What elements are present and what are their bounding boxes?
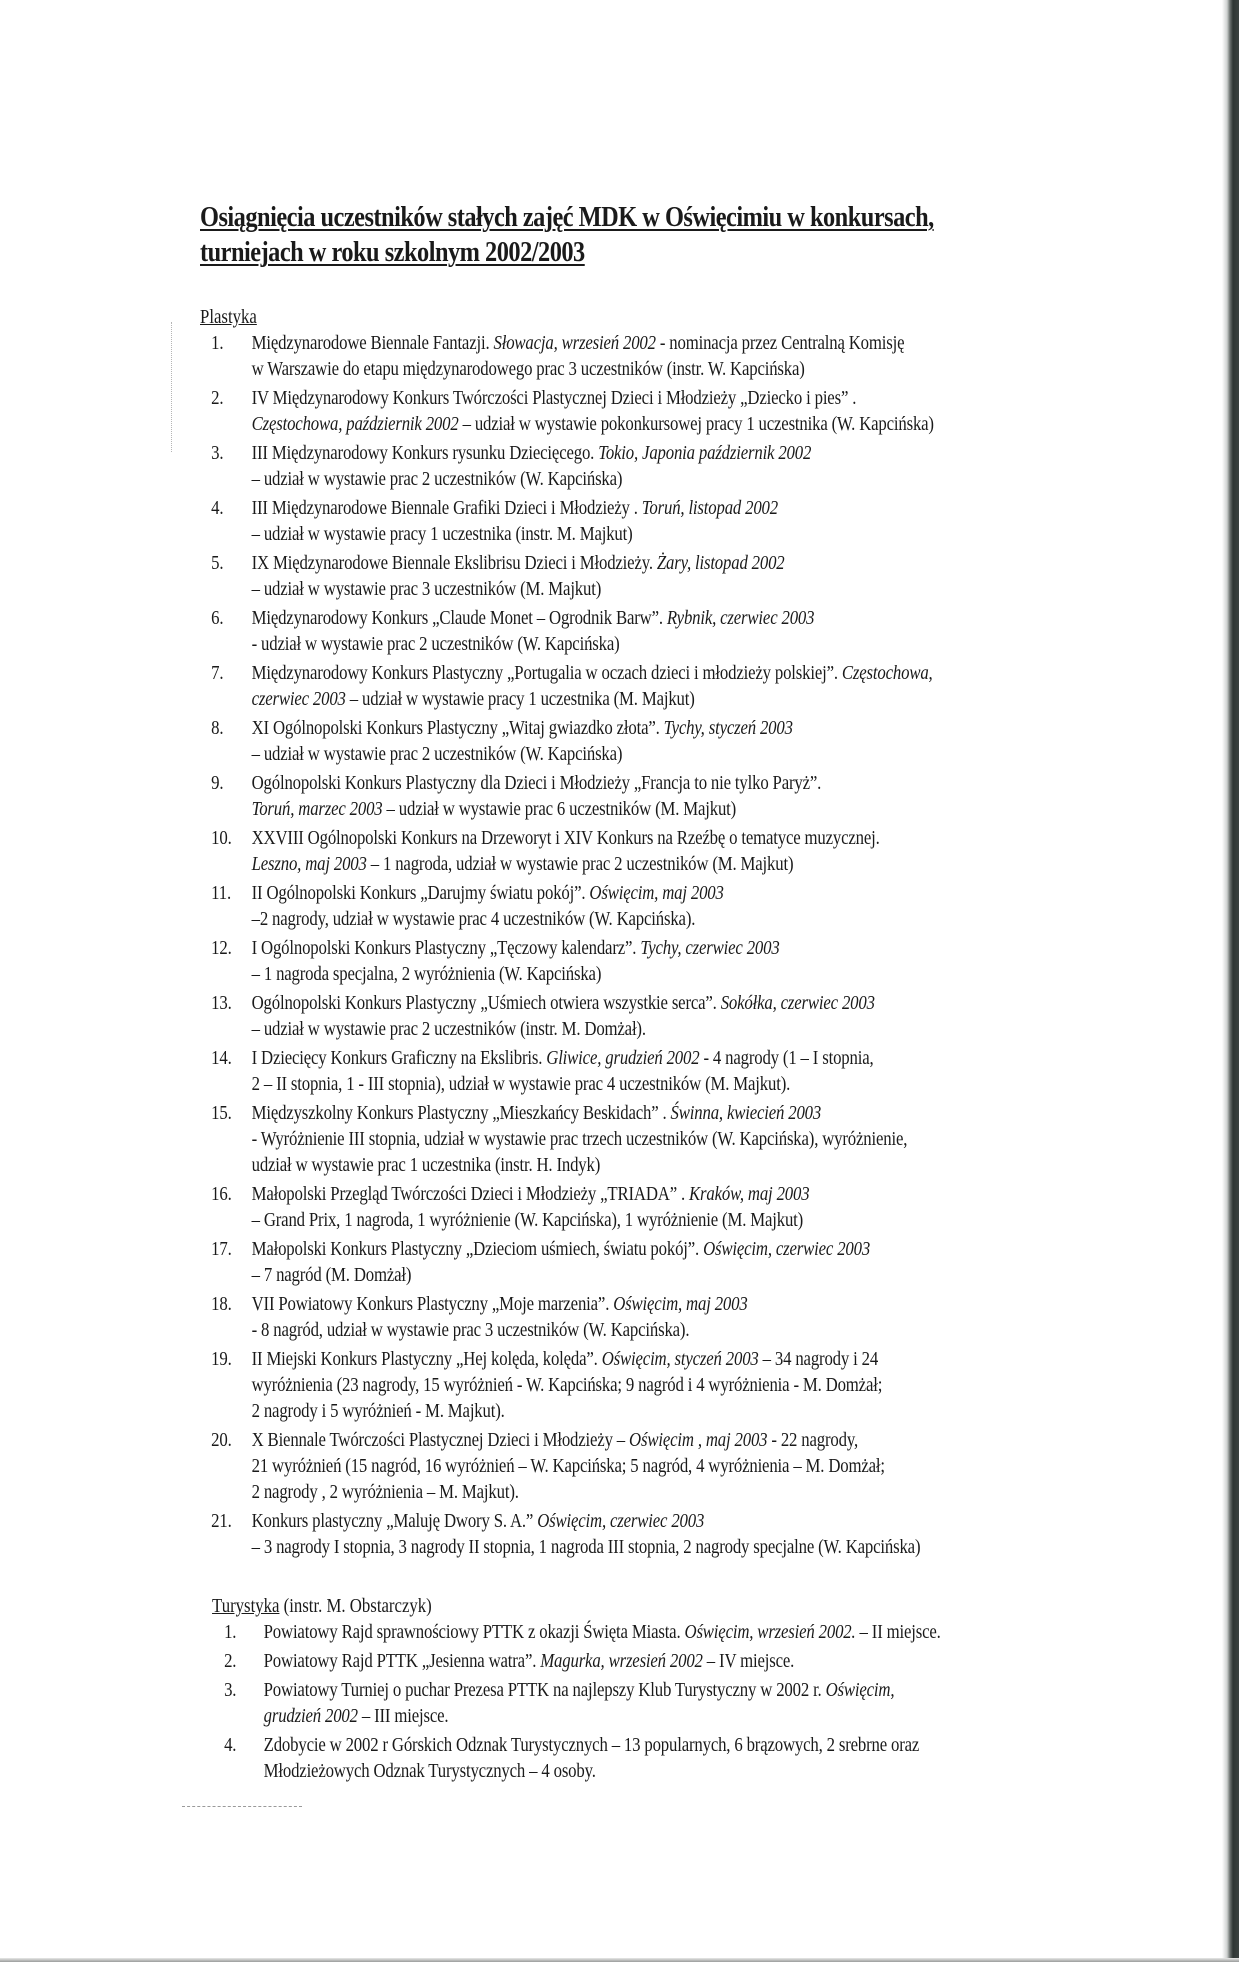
item-number: 6. [211, 608, 224, 629]
item-line [252, 1046, 1129, 1072]
item-text: – II miejsce. [855, 1622, 941, 1643]
item-text: X Biennale Twórczości Plastycznej Dzieci i Młodzieży – [251, 1430, 630, 1451]
item-line [252, 1347, 1129, 1373]
item-text: III Międzynarodowe Biennale Grafiki Dzieci i Młodzieży . [251, 498, 642, 519]
item-number: 15. [211, 1103, 232, 1124]
list-item [200, 1649, 1129, 1675]
item-number: 10. [211, 828, 232, 849]
list-item [200, 771, 1129, 823]
item-text: 2 nagrody i 5 wyróżnień - M. Majkut). [251, 1401, 505, 1422]
item-line [252, 936, 1129, 962]
item-line [252, 1509, 1129, 1535]
item-line [252, 742, 1129, 768]
item-text: II Ogólnopolski Konkurs „Darujmy światu pokój”. [251, 883, 590, 904]
item-line [252, 1127, 1129, 1153]
item-line [252, 551, 1129, 577]
list-item [200, 716, 1129, 768]
place-date: Tychy, styczeń 2003 [663, 718, 793, 739]
scan-page-edge [1227, 0, 1239, 1962]
item-text: –2 nagrody, udział w wystawie prac 4 uczestników (W. Kapcińska). [251, 909, 696, 930]
item-number: 2. [224, 1651, 237, 1672]
item-line [252, 1373, 1129, 1399]
item-text: Powiatowy Rajd PTTK „Jesienna watra”. [263, 1651, 541, 1672]
place-date: Kraków, maj 2003 [689, 1184, 810, 1205]
item-text: – 1 nagroda specjalna, 2 wyróżnienia (W. Kapcińska) [251, 964, 602, 985]
item-line [252, 1182, 1129, 1208]
item-text: udział w wystawie prac 1 uczestnika (instr. H. Indyk) [251, 1155, 601, 1176]
list-item [200, 606, 1129, 658]
item-text: – 34 nagrody i 24 [758, 1349, 879, 1370]
item-line [252, 1480, 1129, 1506]
item-line [252, 687, 1129, 713]
section-heading-label: Plastyka [200, 307, 257, 328]
item-text: III Międzynarodowy Konkurs rysunku Dziecięcego. [251, 443, 599, 464]
list-item [200, 936, 1129, 988]
place-date: Oświęcim, czerwiec 2003 [537, 1511, 705, 1532]
item-text: – 7 nagród (M. Domżał) [251, 1265, 412, 1286]
item-line [252, 496, 1129, 522]
list-item [200, 496, 1129, 548]
list-item [200, 441, 1129, 493]
item-text: wyróżnienia (23 nagrody, 15 wyróżnień - W. Kapcińska; 9 nagród i 4 wyróżnienia - M. Domżał; [251, 1375, 883, 1396]
section-plastyka [200, 305, 1129, 1561]
item-text: - 22 nagrody, [767, 1430, 858, 1451]
place-date: Oświęcim, styczeń 2003 [601, 1349, 759, 1370]
place-date: Toruń, marzec 2003 [251, 799, 383, 820]
place-date: Leszno, maj 2003 [251, 854, 367, 875]
item-line [252, 907, 1129, 933]
item-line [252, 1072, 1129, 1098]
item-text: – udział w wystawie pracy 1 uczestnika (instr. M. Majkut) [251, 524, 633, 545]
item-line [264, 1759, 1129, 1785]
place-date: Świnna, kwiecień 2003 [670, 1103, 822, 1124]
item-line [252, 797, 1129, 823]
item-line [252, 1292, 1129, 1318]
item-text: – 1 nagroda, udział w wystawie prac 2 uczestników (M. Majkut) [366, 854, 794, 875]
item-line [252, 1399, 1129, 1425]
place-date: Oświęcim, maj 2003 [589, 883, 724, 904]
item-number: 1. [224, 1622, 237, 1643]
item-line [252, 412, 1129, 438]
item-text: Powiatowy Turniej o puchar Prezesa PTTK na najlepszy Klub Turystyczny w 2002 r. [263, 1680, 826, 1701]
place-date: Słowacja, wrzesień 2002 [493, 333, 656, 354]
section-turystyka [200, 1594, 1129, 1785]
item-text: 2 – II stopnia, 1 - III stopnia), udział w wystawie prac 4 uczestników (M. Majkut). [251, 1074, 791, 1095]
place-date: Oświęcim , maj 2003 [629, 1430, 768, 1451]
list-item [200, 1620, 1129, 1646]
item-line [252, 991, 1129, 1017]
list-item [200, 1237, 1129, 1289]
item-number: 1. [211, 333, 224, 354]
section-heading [200, 1594, 1129, 1620]
item-line [252, 441, 1129, 467]
item-text: – III miejsce. [357, 1706, 449, 1727]
item-text: - 4 nagrody (1 – I stopnia, [699, 1048, 874, 1069]
item-text: Młodzieżowych Odznak Turystycznych – 4 osoby. [263, 1761, 596, 1782]
item-line [252, 1263, 1129, 1289]
item-text: IX Międzynarodowe Biennale Ekslibrisu Dzieci i Młodzieży. [251, 553, 657, 574]
document-title [200, 200, 1191, 270]
item-line [252, 577, 1129, 603]
item-line [252, 522, 1129, 548]
place-date: Rybnik, czerwiec 2003 [666, 608, 815, 629]
item-line [252, 1237, 1129, 1263]
item-line [252, 1428, 1129, 1454]
item-number: 9. [211, 773, 224, 794]
item-text: Zdobycie w 2002 r Górskich Odznak Turystycznych – 13 popularnych, 6 brązowych, 2 srebrne oraz [263, 1735, 920, 1756]
document-body [200, 305, 1129, 1788]
place-date: grudzień 2002 [263, 1706, 358, 1727]
item-text: - Wyróżnienie III stopnia, udział w wystawie prac trzech uczestników (W. Kapcińska), wyróżnienie, [251, 1129, 908, 1150]
item-number: 13. [211, 993, 232, 1014]
item-number: 19. [211, 1349, 232, 1370]
item-number: 20. [211, 1430, 232, 1451]
item-line [252, 1208, 1129, 1234]
item-number: 3. [211, 443, 224, 464]
list-item [200, 1733, 1129, 1785]
list-item [200, 331, 1129, 383]
item-text: - 8 nagród, udział w wystawie prac 3 uczestników (W. Kapcińska). [251, 1320, 690, 1341]
title-line-2: turniejach w roku szkolnym 2002/2003 [200, 236, 585, 268]
place-date: Toruń, listopad 2002 [641, 498, 779, 519]
section-heading-suffix: (instr. M. Obstarczyk) [279, 1596, 432, 1617]
place-date: Magurka, wrzesień 2002 [540, 1651, 703, 1672]
item-text: – udział w wystawie prac 2 uczestników (instr. M. Domżał). [251, 1019, 646, 1040]
list-item [200, 1292, 1129, 1344]
item-text: XXVIII Ogólnopolski Konkurs na Drzeworyt i XIV Konkurs na Rzeźbę o tematyce muzycznej. [251, 828, 880, 849]
item-line [252, 962, 1129, 988]
item-text: Ogólnopolski Konkurs Plastyczny dla Dzieci i Młodzieży „Francja to nie tylko Paryż”. [251, 773, 822, 794]
item-number: 3. [224, 1680, 237, 1701]
list-item [200, 386, 1129, 438]
item-number: 2. [211, 388, 224, 409]
item-line [252, 1153, 1129, 1179]
item-text: – IV miejsce. [702, 1651, 795, 1672]
place-date: Częstochowa, październik 2002 [251, 414, 459, 435]
item-number: 7. [211, 663, 224, 684]
item-line [264, 1733, 1129, 1759]
item-number: 4. [211, 498, 224, 519]
place-date: Częstochowa, [841, 663, 933, 684]
place-date: Oświęcim, [825, 1680, 895, 1701]
item-number: 16. [211, 1184, 232, 1205]
item-text: – udział w wystawie prac 6 uczestników (M. Majkut) [382, 799, 737, 820]
item-text: – udział w wystawie pracy 1 uczestnika (M. Majkut) [345, 689, 695, 710]
item-number: 18. [211, 1294, 232, 1315]
item-number: 21. [211, 1511, 232, 1532]
item-line [252, 386, 1129, 412]
item-text: Międzynarodowe Biennale Fantazji. [251, 333, 494, 354]
item-text: – udział w wystawie prac 2 uczestników (W. Kapcińska) [251, 744, 623, 765]
item-number: 12. [211, 938, 232, 959]
list-item [200, 1347, 1129, 1425]
list-item [200, 1678, 1129, 1730]
item-line [264, 1678, 1129, 1704]
item-text: II Miejski Konkurs Plastyczny „Hej kolęda, kolęda”. [251, 1349, 602, 1370]
item-text: Powiatowy Rajd sprawnościowy PTTK z okazji Święta Miasta. [263, 1622, 685, 1643]
item-text: w Warszawie do etapu międzynarodowego prac 3 uczestników (instr. W. Kapcińska) [251, 359, 805, 380]
item-line [252, 606, 1129, 632]
item-line [252, 881, 1129, 907]
place-date: Tokio, Japonia październik 2002 [598, 443, 812, 464]
item-text: Małopolski Konkurs Plastyczny „Dzieciom uśmiech, światu pokój”. [251, 1239, 704, 1260]
scan-bottom-edge [0, 1958, 1239, 1962]
section-spacer [200, 1564, 1129, 1594]
item-line [252, 1535, 1129, 1561]
item-line [252, 467, 1129, 493]
item-number: 14. [211, 1048, 232, 1069]
item-line [252, 1101, 1129, 1127]
item-text: Międzynarodowy Konkurs Plastyczny „Portugalia w oczach dzieci i młodzieży polskiej”. [251, 663, 842, 684]
item-line [252, 852, 1129, 878]
place-date: Oświęcim, czerwiec 2003 [703, 1239, 871, 1260]
item-line [264, 1649, 1129, 1675]
achievement-list [200, 331, 1129, 1561]
margin-mark [171, 322, 172, 452]
section-heading-label: Turystyka [212, 1596, 280, 1617]
item-text: Międzynarodowy Konkurs „Claude Monet – Ogrodnik Barw”. [251, 608, 667, 629]
item-text: IV Międzynarodowy Konkurs Twórczości Plastycznej Dzieci i Młodzieży „Dziecko i pies” . [251, 388, 857, 409]
item-text: Małopolski Przegląd Twórczości Dzieci i Młodzieży „TRIADA” . [251, 1184, 690, 1205]
item-text: – udział w wystawie prac 3 uczestników (M. Majkut) [251, 579, 602, 600]
place-date: czerwiec 2003 [251, 689, 346, 710]
achievement-list [200, 1620, 1129, 1785]
item-text: XI Ogólnopolski Konkurs Plastyczny „Witaj gwiazdko złota”. [251, 718, 664, 739]
item-text: Ogólnopolski Konkurs Plastyczny „Uśmiech otwiera wszystkie serca”. [251, 993, 721, 1014]
item-text: I Dziecięcy Konkurs Graficzny na Ekslibris. [251, 1048, 547, 1069]
title-line-1: Osiągnięcia uczestników stałych zajęć MDK w Oświęcimiu w konkursach, [200, 201, 934, 233]
item-line [252, 1454, 1129, 1480]
list-item [200, 1046, 1129, 1098]
item-number: 5. [211, 553, 224, 574]
item-line [252, 771, 1129, 797]
item-text: 21 wyróżnień (15 nagród, 16 wyróżnień – W. Kapcińska; 5 nagród, 4 wyróżnienia – M. Domżał; [251, 1456, 885, 1477]
item-line [264, 1704, 1129, 1730]
item-text: – 3 nagrody I stopnia, 3 nagrody II stopnia, 1 nagroda III stopnia, 2 nagrody specjalne (W. Kapcińska) [251, 1537, 921, 1558]
list-item [200, 881, 1129, 933]
item-text: - nominacja przez Centralną Komisję [655, 333, 905, 354]
item-number: 8. [211, 718, 224, 739]
item-text: I Ogólnopolski Konkurs Plastyczny „Tęczowy kalendarz”. [251, 938, 641, 959]
section-heading [200, 305, 1129, 331]
place-date: Sokółka, czerwiec 2003 [720, 993, 875, 1014]
footer-dash-line [182, 1806, 302, 1807]
item-line [252, 661, 1129, 687]
item-line [252, 331, 1129, 357]
item-line [252, 1318, 1129, 1344]
item-line [252, 632, 1129, 658]
list-item [200, 551, 1129, 603]
item-line [252, 1017, 1129, 1043]
item-line [264, 1620, 1129, 1646]
list-item [200, 826, 1129, 878]
place-date: Gliwice, grudzień 2002 [546, 1048, 700, 1069]
item-number: 11. [211, 883, 232, 904]
item-text: – Grand Prix, 1 nagroda, 1 wyróżnienie (W. Kapcińska), 1 wyróżnienie (M. Majkut) [251, 1210, 804, 1231]
place-date: Oświęcim, maj 2003 [613, 1294, 748, 1315]
place-date: Żary, listopad 2002 [656, 553, 785, 574]
item-text: – udział w wystawie prac 2 uczestników (W. Kapcińska) [251, 469, 623, 490]
item-number: 17. [211, 1239, 232, 1260]
item-text: 2 nagrody , 2 wyróżnienia – M. Majkut). [251, 1482, 519, 1503]
list-item [200, 1428, 1129, 1506]
list-item [200, 1101, 1129, 1179]
list-item [200, 1182, 1129, 1234]
item-text: - udział w wystawie prac 2 uczestników (W. Kapcińska) [251, 634, 620, 655]
place-date: Oświęcim, wrzesień 2002. [684, 1622, 856, 1643]
item-text: Międzyszkolny Konkurs Plastyczny „Mieszkańcy Beskidach” . [251, 1103, 671, 1124]
list-item [200, 661, 1129, 713]
item-number: 4. [224, 1735, 237, 1756]
item-line [252, 826, 1129, 852]
item-text: – udział w wystawie pokonkursowej pracy 1 uczestnika (W. Kapcińska) [458, 414, 934, 435]
list-item [200, 1509, 1129, 1561]
item-text: VII Powiatowy Konkurs Plastyczny „Moje marzenia”. [251, 1294, 614, 1315]
item-line [252, 716, 1129, 742]
item-text: Konkurs plastyczny „Maluję Dwory S. A.” [251, 1511, 538, 1532]
item-line [252, 357, 1129, 383]
list-item [200, 991, 1129, 1043]
place-date: Tychy, czerwiec 2003 [640, 938, 780, 959]
